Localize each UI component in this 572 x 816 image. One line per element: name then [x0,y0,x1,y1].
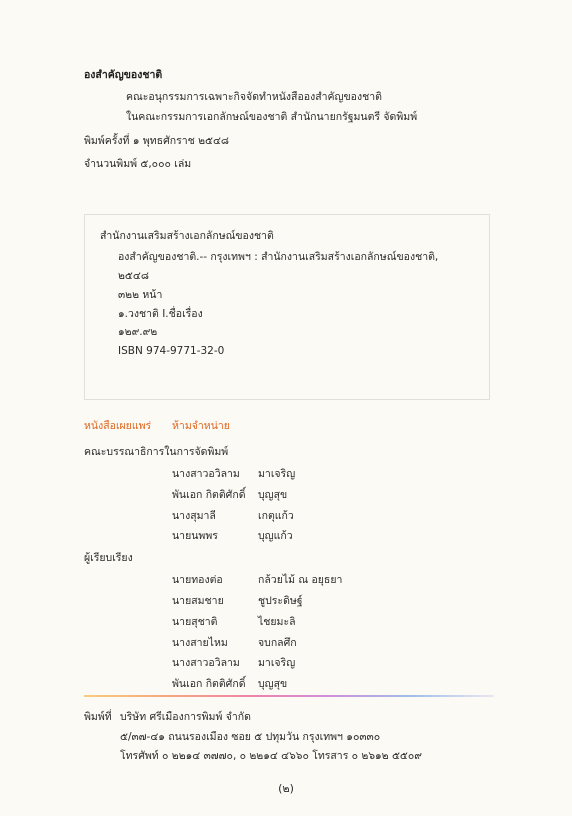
not-for-sale-label: ห้ามจำหน่าย [172,420,230,432]
writer-surname: ชูประดิษฐ์ [258,595,303,607]
writer-surname: บุญสุข [258,678,288,690]
printer-phone: โทรศัพท์ ๐ ๒๒๑๔ ๓๗๗๐, ๐ ๒๒๑๔ ๔๖๖๐ โทรสาร ๐ ๒๖๑๒ ๕๕๐๙ [120,750,422,762]
editor-surname: บุญสุข [258,489,288,501]
printer-name: บริษัท ศรีเมืองการพิมพ์ จำกัด [120,711,251,723]
writer-name: นายสุชาติ [172,616,218,628]
writer-surname: จบกลศึก [258,637,297,649]
writer-surname: ไชยมะลิ [258,616,296,628]
book-title: องสำคัญของชาติ [84,69,163,81]
cip-title: องสำคัญของชาติ.-- กรุงเทพฯ : สำนักงานเสริมสร้างเอกลักษณ์ของชาติ, [118,251,439,263]
credit-line-1: คณะอนุกรรมการเฉพาะกิจจัดทำหนังสือองสำคัญของชาติ [126,91,382,103]
writer-name: นายสมชาย [172,595,224,607]
editor-name: นางสุมาลี [172,510,216,522]
writer-surname: กล้วยไม้ ณ อยุธยา [258,574,343,586]
cip-author: สำนักงานเสริมสร้างเอกลักษณ์ของชาติ [100,230,274,242]
gradient-divider [84,695,494,697]
writer-name: นายทองต่อ [172,574,223,586]
writer-name: พันเอก กิตติศักดิ์ [172,678,246,690]
cip-subject: ๑.วงชาติ I.ชื่อเรื่อง [118,308,203,320]
editors-heading: คณะบรรณาธิการในการจัดพิมพ์ [84,446,229,458]
editor-surname: มาเจริญ [258,468,296,480]
cip-isbn: ISBN 974-9771-32-0 [118,345,225,357]
copies-line: จำนวนพิมพ์ ๕,๐๐๐ เล่ม [84,158,192,170]
edition-line: พิมพ์ครั้งที่ ๑ พุทธศักราช ๒๕๔๘ [84,135,230,147]
page-number: (๒) [278,782,294,795]
editor-surname: บุญแก้ว [258,530,293,542]
printer-label: พิมพ์ที่ [84,711,112,723]
writer-name: นางสาวอวิลาม [172,657,240,669]
editor-name: พันเอก กิตติศักดิ์ [172,489,246,501]
writer-name: นางสายไหม [172,637,228,649]
writer-surname: มาเจริญ [258,657,296,669]
credit-line-2: ในคณะกรรมการเอกลักษณ์ของชาติ สำนักนายกรัฐมนตรี จัดพิมพ์ [126,111,418,123]
editor-name: นายนพพร [172,530,218,542]
distribution-label: หนังสือเผยแพร่ [84,420,152,432]
cip-pages: ๓๒๒ หน้า [118,289,163,301]
editor-name: นางสาวอวิลาม [172,468,240,480]
cip-year: ๒๕๔๘ [118,270,149,282]
writers-heading: ผู้เรียบเรียง [84,552,133,564]
cip-classification: ๑๒๙.๙๒ [118,326,158,338]
editor-surname: เกตุแก้ว [258,510,294,522]
printer-address: ๕/๓๗-๔๑ ถนนรองเมือง ซอย ๕ ปทุมวัน กรุงเทพฯ ๑๐๓๓๐ [120,731,381,743]
